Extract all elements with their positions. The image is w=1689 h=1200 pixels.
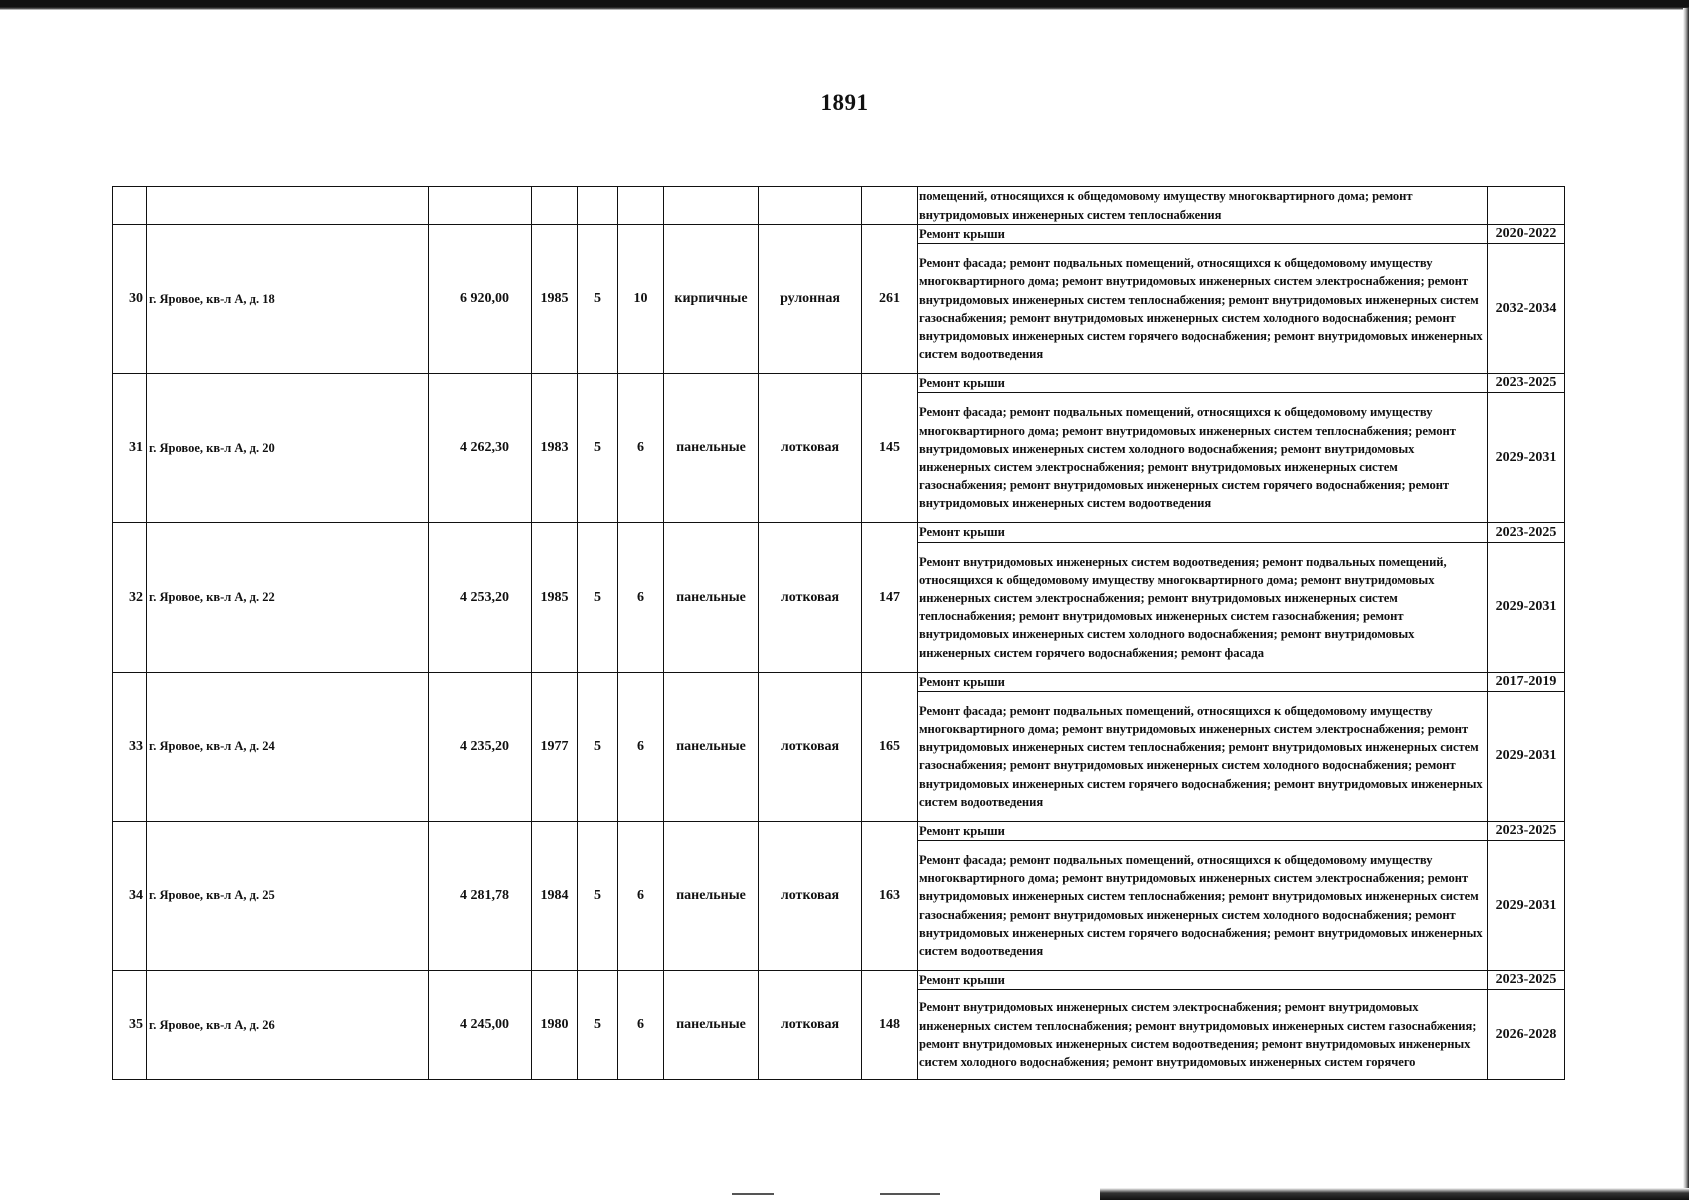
- roof-type-cell: рулонная: [759, 225, 862, 374]
- period-cell: 2026-2028: [1488, 990, 1565, 1080]
- floors-cell: 5: [578, 225, 618, 374]
- year-cell: 1985: [532, 225, 578, 374]
- works-cell: Ремонт внутридомовых инженерных систем водоотведения; ремонт подвальных помещений, относящихся к общедомовому имуществу многоквартирного дома; ремонт внутридомовых инженерных систем электроснабжения; ремонт внутридомовых инженерных систем теплоснабжения; ремонт внутридомовых инженерных систем газоснабжения; ремонт внутридомовых инженерных систем холодного водоснабжения; ремонт внутридомовых инженерных систем горячего водоснабжения; ремонт фасада: [918, 542, 1488, 672]
- works-cell: Ремонт фасада; ремонт подвальных помещений, относящихся к общедомовому имуществу многоквартирного дома; ремонт внутридомовых инженерных систем электроснабжения; ремонт внутридомовых инженерных систем теплоснабжения; ремонт внутридомовых инженерных систем газоснабжения; ремонт внутридомовых инженерных систем холодного водоснабжения; ремонт внутридомовых инженерных систем горячего водоснабжения; ремонт внутридомовых инженерных систем водоотведения: [918, 691, 1488, 821]
- table-cell: [532, 187, 578, 225]
- roof-type-cell: лотковая: [759, 672, 862, 821]
- period-cell: 2029-2031: [1488, 691, 1565, 821]
- table-cell: [113, 187, 147, 225]
- period-cell: 2029-2031: [1488, 393, 1565, 523]
- table-cell: [664, 187, 759, 225]
- works-cell: Ремонт фасада; ремонт подвальных помещений, относящихся к общедомовому имуществу многоквартирного дома; ремонт внутридомовых инженерных систем электроснабжения; ремонт внутридомовых инженерных систем теплоснабжения; ремонт внутридомовых инженерных систем газоснабжения; ремонт внутридомовых инженерных систем холодного водоснабжения; ремонт внутридомовых инженерных систем горячего водоснабжения; ремонт внутридомовых инженерных систем водоотведения: [918, 244, 1488, 374]
- works-cell: Ремонт фасада; ремонт подвальных помещений, относящихся к общедомовому имуществу многоквартирного дома; ремонт внутридомовых инженерных систем теплоснабжения; ремонт внутридомовых инженерных систем холодного водоснабжения; ремонт внутридомовых инженерных систем электроснабжения; ремонт внутридомовых инженерных систем газоснабжения; ремонт внутридомовых инженерных систем горячего водоснабжения; ремонт внутридомовых инженерных систем водоотведения: [918, 393, 1488, 523]
- walls-cell: панельные: [664, 523, 759, 672]
- area-cell: 6 920,00: [429, 225, 532, 374]
- row-number: 32: [113, 523, 147, 672]
- address-cell: г. Яровое, кв-л А, д. 20: [147, 374, 429, 523]
- entrances-cell: 6: [618, 672, 664, 821]
- table-row: [113, 672, 1565, 691]
- period-cell: 2023-2025: [1488, 821, 1565, 840]
- entrances-cell: 6: [618, 821, 664, 970]
- row-number: 35: [113, 971, 147, 1080]
- floors-cell: 5: [578, 971, 618, 1080]
- address-cell: г. Яровое, кв-л А, д. 26: [147, 971, 429, 1080]
- housing-repair-table: [112, 186, 1565, 1080]
- walls-cell: панельные: [664, 821, 759, 970]
- row-number: 31: [113, 374, 147, 523]
- period-cell: 2017-2019: [1488, 672, 1565, 691]
- period-cell: [1488, 187, 1565, 225]
- address-cell: г. Яровое, кв-л А, д. 24: [147, 672, 429, 821]
- works-cell: Ремонт крыши: [918, 821, 1488, 840]
- area-cell: 4 245,00: [429, 971, 532, 1080]
- table-row: [113, 821, 1565, 840]
- scan-edge-top: [0, 0, 1689, 10]
- apartments-cell: 163: [862, 821, 918, 970]
- table-cell: [618, 187, 664, 225]
- table-cell: [429, 187, 532, 225]
- apartments-cell: 148: [862, 971, 918, 1080]
- entrances-cell: 6: [618, 523, 664, 672]
- area-cell: 4 253,20: [429, 523, 532, 672]
- entrances-cell: 6: [618, 374, 664, 523]
- area-cell: 4 262,30: [429, 374, 532, 523]
- period-cell: 2023-2025: [1488, 374, 1565, 393]
- year-cell: 1977: [532, 672, 578, 821]
- row-number: 33: [113, 672, 147, 821]
- period-cell: 2032-2034: [1488, 244, 1565, 374]
- roof-type-cell: лотковая: [759, 821, 862, 970]
- address-cell: г. Яровое, кв-л А, д. 22: [147, 523, 429, 672]
- roof-type-cell: лотковая: [759, 523, 862, 672]
- period-cell: 2020-2022: [1488, 225, 1565, 244]
- scan-mark: [732, 1193, 774, 1195]
- period-cell: 2029-2031: [1488, 542, 1565, 672]
- table-cell: [759, 187, 862, 225]
- walls-cell: панельные: [664, 672, 759, 821]
- walls-cell: панельные: [664, 374, 759, 523]
- period-cell: 2029-2031: [1488, 841, 1565, 971]
- apartments-cell: 261: [862, 225, 918, 374]
- roof-type-cell: лотковая: [759, 971, 862, 1080]
- table-row: [113, 374, 1565, 393]
- table-cell: [578, 187, 618, 225]
- year-cell: 1983: [532, 374, 578, 523]
- year-cell: 1985: [532, 523, 578, 672]
- table-row: [113, 225, 1565, 244]
- scan-edge-bottom: [1100, 1188, 1689, 1200]
- works-cell: Ремонт фасада; ремонт подвальных помещений, относящихся к общедомовому имуществу многоквартирного дома; ремонт внутридомовых инженерных систем электроснабжения; ремонт внутридомовых инженерных систем теплоснабжения; ремонт внутридомовых инженерных систем газоснабжения; ремонт внутридомовых инженерных систем холодного водоснабжения; ремонт внутридомовых инженерных систем горячего водоснабжения; ремонт внутридомовых инженерных систем водоотведения: [918, 841, 1488, 971]
- works-cell: Ремонт крыши: [918, 523, 1488, 542]
- table-row: [113, 971, 1565, 990]
- walls-cell: панельные: [664, 971, 759, 1080]
- walls-cell: кирпичные: [664, 225, 759, 374]
- table-row-continued: [113, 187, 1565, 225]
- apartments-cell: 145: [862, 374, 918, 523]
- works-cell: Ремонт крыши: [918, 225, 1488, 244]
- entrances-cell: 6: [618, 971, 664, 1080]
- apartments-cell: 147: [862, 523, 918, 672]
- area-cell: 4 235,20: [429, 672, 532, 821]
- roof-type-cell: лотковая: [759, 374, 862, 523]
- table-row: [113, 523, 1565, 542]
- apartments-cell: 165: [862, 672, 918, 821]
- works-cell: Ремонт крыши: [918, 672, 1488, 691]
- works-cell: помещений, относящихся к общедомовому имуществу многоквартирного дома; ремонт внутридомовых инженерных систем теплоснабжения: [918, 187, 1488, 225]
- period-cell: 2023-2025: [1488, 523, 1565, 542]
- address-cell: г. Яровое, кв-л А, д. 25: [147, 821, 429, 970]
- period-cell: 2023-2025: [1488, 971, 1565, 990]
- floors-cell: 5: [578, 374, 618, 523]
- scan-mark: [880, 1193, 940, 1195]
- row-number: 34: [113, 821, 147, 970]
- address-cell: г. Яровое, кв-л А, д. 18: [147, 225, 429, 374]
- row-number: 30: [113, 225, 147, 374]
- floors-cell: 5: [578, 523, 618, 672]
- entrances-cell: 10: [618, 225, 664, 374]
- page-number: 1891: [820, 90, 869, 115]
- works-cell: Ремонт внутридомовых инженерных систем электроснабжения; ремонт внутридомовых инженерных систем теплоснабжения; ремонт внутридомовых инженерных систем газоснабжения; ремонт внутридомовых инженерных систем водоотведения; ремонт внутридомовых инженерных систем холодного водоснабжения; ремонт внутридомовых инженерных систем горячего: [918, 990, 1488, 1080]
- floors-cell: 5: [578, 672, 618, 821]
- works-cell: Ремонт крыши: [918, 971, 1488, 990]
- year-cell: 1980: [532, 971, 578, 1080]
- table-cell: [862, 187, 918, 225]
- table-cell: [147, 187, 429, 225]
- year-cell: 1984: [532, 821, 578, 970]
- floors-cell: 5: [578, 821, 618, 970]
- works-cell: Ремонт крыши: [918, 374, 1488, 393]
- area-cell: 4 281,78: [429, 821, 532, 970]
- scan-edge-right: [1683, 8, 1689, 1188]
